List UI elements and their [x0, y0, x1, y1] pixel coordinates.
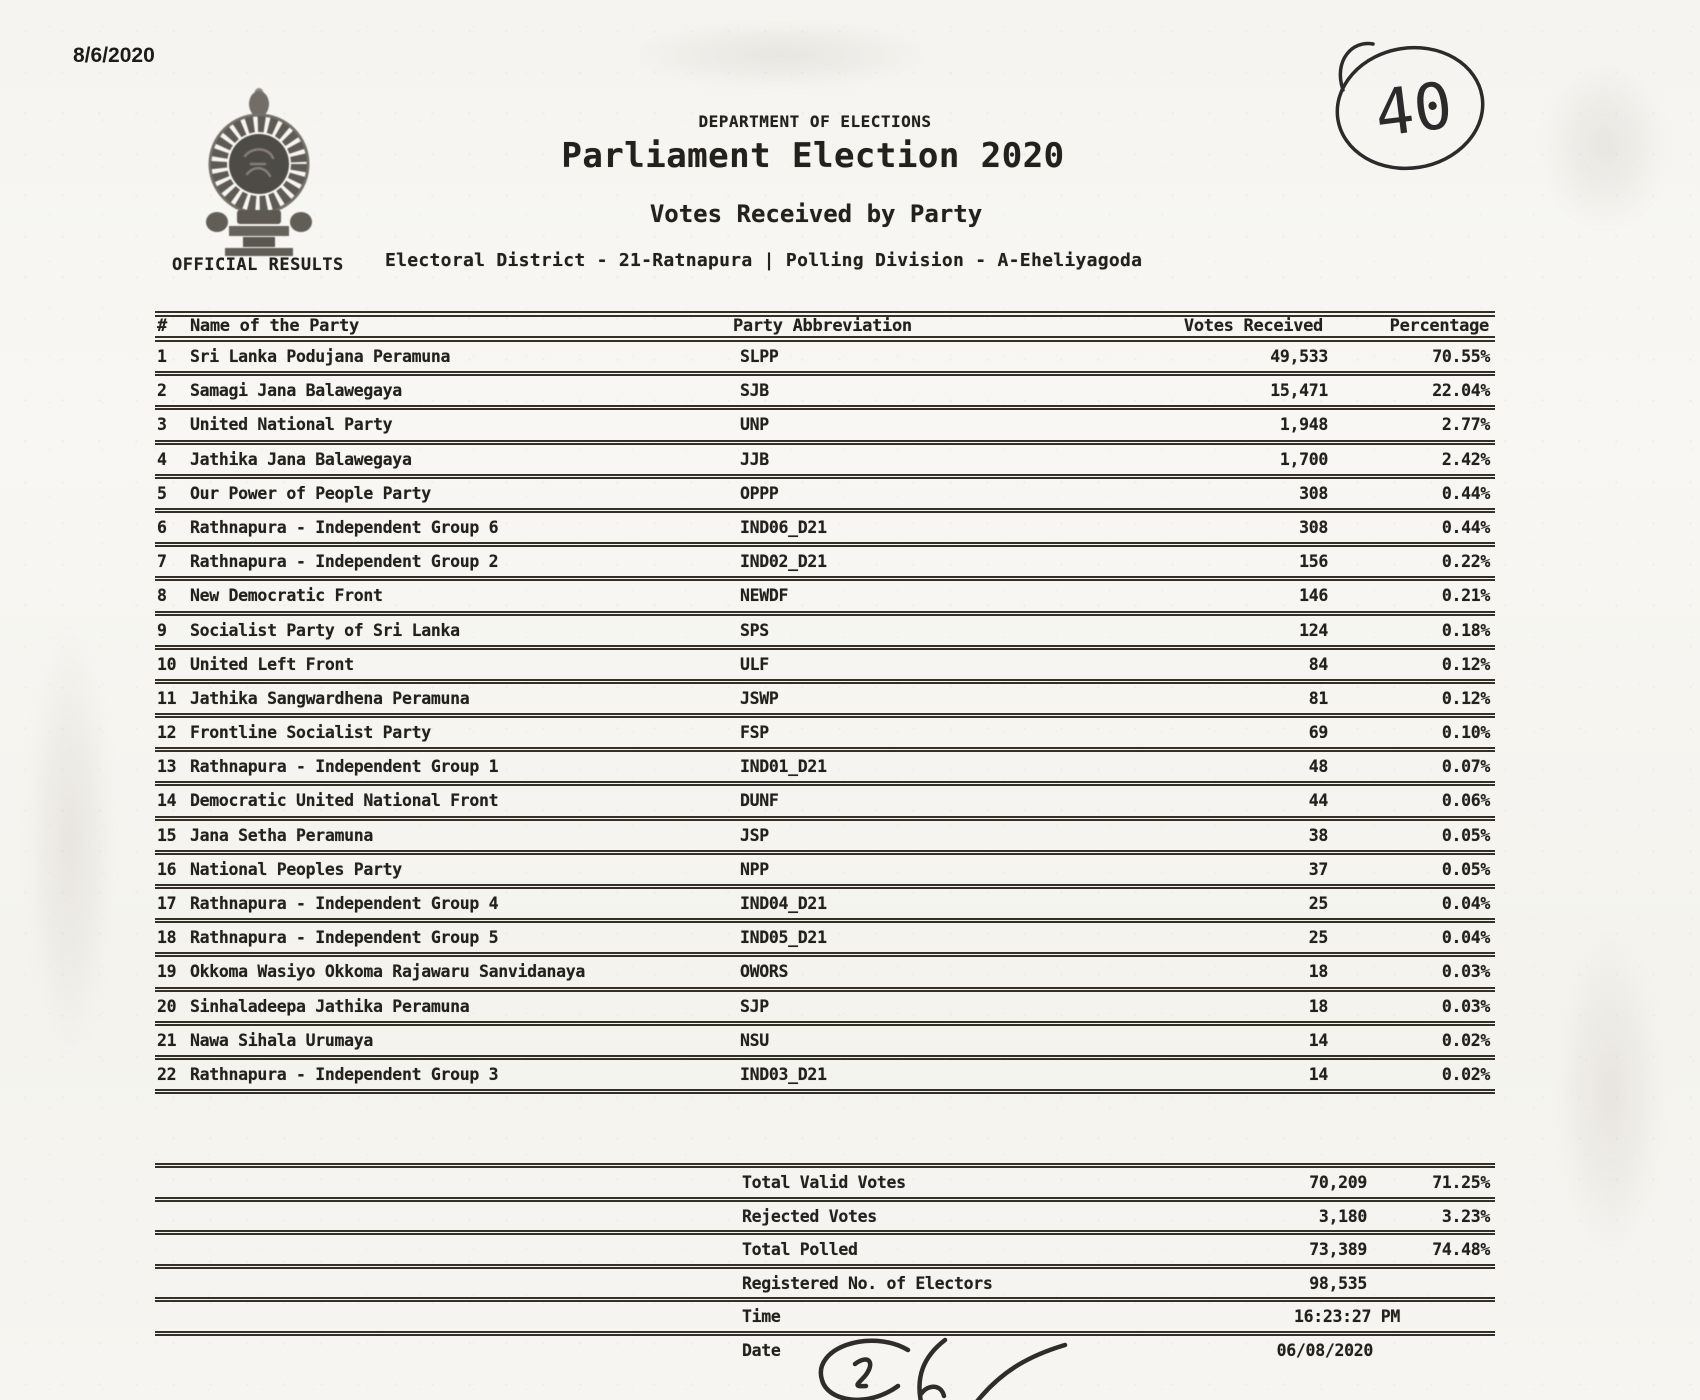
vote-percentage: 0.22% [1441, 552, 1490, 572]
votes-received: 81 [1308, 688, 1328, 708]
table-row [155, 684, 1495, 718]
summary-row [155, 1302, 1495, 1336]
party-abbreviation: IND01_D21 [740, 757, 827, 777]
summary-value: 73,389 [1309, 1240, 1367, 1260]
results-table-header [155, 311, 1495, 342]
row-number: 20 [157, 996, 177, 1016]
party-abbreviation: ULF [740, 654, 769, 674]
row-number: 18 [157, 928, 177, 948]
party-abbreviation: JSWP [740, 688, 779, 708]
party-abbreviation: SJP [740, 996, 769, 1016]
votes-received: 25 [1308, 894, 1328, 913]
row-number: 9 [157, 620, 167, 640]
summary-label: Date [742, 1340, 781, 1360]
votes-received: 1,948 [1279, 415, 1328, 435]
summary-label: Time [742, 1307, 781, 1327]
votes-received: 37 [1308, 859, 1328, 879]
votes-received: 124 [1299, 620, 1328, 640]
table-row [155, 581, 1495, 615]
vote-percentage: 22.04% [1432, 381, 1490, 401]
party-name: United National Party [190, 415, 393, 435]
votes-received: 69 [1308, 723, 1328, 743]
vote-percentage: 2.42% [1441, 449, 1490, 469]
vote-percentage: 0.04% [1441, 928, 1490, 948]
party-name: Rathnapura - Independent Group 3 [190, 1064, 499, 1084]
vote-percentage: 0.03% [1441, 996, 1490, 1016]
party-name: Jathika Jana Balawegaya [190, 449, 412, 469]
summary-percentage: 71.25% [1432, 1173, 1490, 1192]
party-name: Samagi Jana Balawegaya [190, 381, 402, 401]
votes-received: 44 [1308, 791, 1328, 811]
party-abbreviation: OWORS [740, 962, 789, 982]
table-row [155, 513, 1495, 547]
party-name: Rathnapura - Independent Group 5 [190, 928, 499, 948]
party-name: Rathnapura - Independent Group 2 [190, 552, 499, 572]
row-number: 14 [157, 791, 177, 811]
scan-smudge [1555, 930, 1665, 1260]
row-number: 15 [157, 825, 177, 845]
party-name: Frontline Socialist Party [190, 723, 431, 743]
row-number: 13 [157, 757, 177, 777]
summary-value: 98,535 [1309, 1273, 1367, 1293]
row-number: 11 [157, 688, 177, 708]
party-abbreviation: IND05_D21 [740, 928, 827, 948]
votes-received: 18 [1308, 996, 1328, 1016]
party-name: Rathnapura - Independent Group 1 [190, 757, 499, 777]
party-name: Rathnapura - Independent Group 6 [190, 517, 499, 537]
summary-row [155, 1269, 1495, 1303]
vote-percentage: 0.02% [1441, 1064, 1490, 1084]
party-name: United Left Front [190, 654, 354, 674]
party-abbreviation: OPPP [740, 483, 779, 503]
table-row [155, 718, 1495, 752]
national-emblem-icon [198, 86, 320, 258]
scan-smudge [25, 620, 115, 1060]
summary-percentage: 74.48% [1432, 1240, 1490, 1260]
signature [760, 1332, 1130, 1400]
col-percentage-header: Percentage [1389, 316, 1489, 336]
party-abbreviation: SJB [740, 381, 769, 401]
table-row [155, 992, 1495, 1026]
vote-percentage: 0.44% [1441, 517, 1490, 537]
table-row [155, 957, 1495, 991]
vote-percentage: 0.02% [1441, 1030, 1490, 1050]
votes-received: 25 [1308, 928, 1328, 948]
votes-received: 14 [1308, 1030, 1328, 1050]
district-line: Electoral District - 21-Ratnapura | Polling Division - A-Eheliyagoda [385, 250, 1143, 271]
vote-percentage: 0.04% [1441, 894, 1490, 913]
table-row [155, 650, 1495, 684]
table-row [155, 923, 1495, 957]
summary-row [155, 1235, 1495, 1269]
party-abbreviation: NSU [740, 1030, 769, 1050]
party-abbreviation: DUNF [740, 791, 779, 811]
votes-received: 49,533 [1270, 347, 1328, 366]
row-number: 7 [157, 552, 167, 572]
votes-received: 18 [1308, 962, 1328, 982]
row-number: 12 [157, 723, 177, 743]
party-name: National Peoples Party [190, 859, 402, 879]
votes-received: 84 [1308, 654, 1328, 674]
party-name: New Democratic Front [190, 586, 383, 606]
row-number: 10 [157, 654, 177, 674]
vote-percentage: 0.05% [1441, 825, 1490, 845]
party-abbreviation: JJB [740, 449, 769, 469]
table-row [155, 547, 1495, 581]
party-abbreviation: IND03_D21 [740, 1064, 827, 1084]
summary-label: Registered No. of Electors [742, 1273, 993, 1293]
vote-percentage: 0.21% [1441, 586, 1490, 606]
summary-percentage: 3.23% [1441, 1206, 1490, 1226]
party-abbreviation: UNP [740, 415, 769, 435]
party-abbreviation: NPP [740, 859, 769, 879]
row-number: 6 [157, 517, 167, 537]
votes-received: 15,471 [1270, 381, 1328, 401]
official-results-label: OFFICIAL RESULTS [172, 255, 344, 275]
votes-received: 1,700 [1279, 449, 1328, 469]
vote-percentage: 0.03% [1441, 962, 1490, 982]
party-name: Jana Setha Peramuna [190, 825, 374, 845]
row-number: 17 [157, 894, 177, 913]
party-abbreviation: IND04_D21 [740, 894, 827, 913]
department-line: DEPARTMENT OF ELECTIONS [698, 112, 932, 131]
votes-received: 14 [1308, 1064, 1328, 1084]
votes-received: 48 [1308, 757, 1328, 777]
table-row [155, 786, 1495, 820]
party-abbreviation: IND06_D21 [740, 517, 827, 537]
summary-value: 3,180 [1318, 1206, 1367, 1226]
row-number: 1 [157, 347, 167, 366]
vote-percentage: 0.12% [1441, 688, 1490, 708]
handwritten-circle-mark [1315, 28, 1505, 178]
col-votes-header: Votes Received [1183, 316, 1323, 336]
vote-percentage: 0.12% [1441, 654, 1490, 674]
summary-row [155, 1202, 1495, 1236]
page-subtitle: Votes Received by Party [649, 200, 983, 228]
table-row [155, 1026, 1495, 1060]
results-rows [155, 342, 1495, 1094]
row-number: 2 [157, 381, 167, 401]
vote-percentage: 0.07% [1441, 757, 1490, 777]
col-abbreviation-header: Party Abbreviation [733, 316, 912, 336]
handwritten-number: 40 [1371, 69, 1457, 152]
scan-smudge [1540, 60, 1670, 230]
scan-date: 8/6/2020 [73, 44, 155, 67]
table-row [155, 616, 1495, 650]
votes-received: 308 [1299, 483, 1328, 503]
row-number: 4 [157, 449, 167, 469]
row-number: 8 [157, 586, 167, 606]
votes-received: 146 [1299, 586, 1328, 606]
row-number: 19 [157, 962, 177, 982]
summary-label: Total Polled [742, 1240, 858, 1260]
row-number: 21 [157, 1030, 177, 1050]
col-party-name-header: Name of the Party [190, 316, 359, 336]
party-name: Nawa Sihala Urumaya [190, 1030, 374, 1050]
page-title: Parliament Election 2020 [561, 136, 1065, 176]
party-name: Jathika Sangwardhena Peramuna [190, 688, 470, 708]
scan-smudge [620, 20, 940, 90]
party-abbreviation: SLPP [740, 347, 779, 366]
row-number: 22 [157, 1064, 177, 1084]
party-name: Sinhaladeepa Jathika Peramuna [190, 996, 470, 1016]
party-abbreviation: FSP [740, 723, 769, 743]
table-row [155, 410, 1495, 444]
party-abbreviation: SPS [740, 620, 769, 640]
table-row [155, 752, 1495, 786]
vote-percentage: 0.10% [1441, 723, 1490, 743]
table-row [155, 889, 1495, 923]
vote-percentage: 0.18% [1441, 620, 1490, 640]
table-row [155, 376, 1495, 410]
summary-value: 06/08/2020 [1276, 1340, 1373, 1360]
vote-percentage: 2.77% [1441, 415, 1490, 435]
table-row [155, 1060, 1495, 1094]
party-name: Democratic United National Front [190, 791, 499, 811]
summary-label: Total Valid Votes [742, 1173, 906, 1192]
summary-value: 16:23:27 PM [1294, 1307, 1400, 1327]
summary-label: Rejected Votes [742, 1206, 877, 1226]
vote-percentage: 0.44% [1441, 483, 1490, 503]
votes-received: 156 [1299, 552, 1328, 572]
col-number-header: # [157, 316, 167, 336]
votes-received: 308 [1299, 517, 1328, 537]
table-row [155, 445, 1495, 479]
party-name: Our Power of People Party [190, 483, 431, 503]
results-table [155, 311, 1495, 1094]
vote-percentage: 0.06% [1441, 791, 1490, 811]
party-name: Okkoma Wasiyo Okkoma Rajawaru Sanvidanaya [190, 962, 585, 982]
party-name: Socialist Party of Sri Lanka [190, 620, 460, 640]
table-row [155, 821, 1495, 855]
row-number: 5 [157, 483, 167, 503]
party-name: Rathnapura - Independent Group 4 [190, 894, 499, 913]
party-abbreviation: IND02_D21 [740, 552, 827, 572]
party-name: Sri Lanka Podujana Peramuna [190, 347, 451, 366]
summary-row [155, 1168, 1495, 1202]
party-abbreviation: JSP [740, 825, 769, 845]
vote-percentage: 70.55% [1432, 347, 1490, 366]
party-abbreviation: NEWDF [740, 586, 789, 606]
row-number: 3 [157, 415, 167, 435]
table-row [155, 479, 1495, 513]
vote-percentage: 0.05% [1441, 859, 1490, 879]
row-number: 16 [157, 859, 177, 879]
summary-value: 70,209 [1309, 1173, 1367, 1192]
votes-received: 38 [1308, 825, 1328, 845]
table-row [155, 855, 1495, 889]
table-row [155, 342, 1495, 376]
